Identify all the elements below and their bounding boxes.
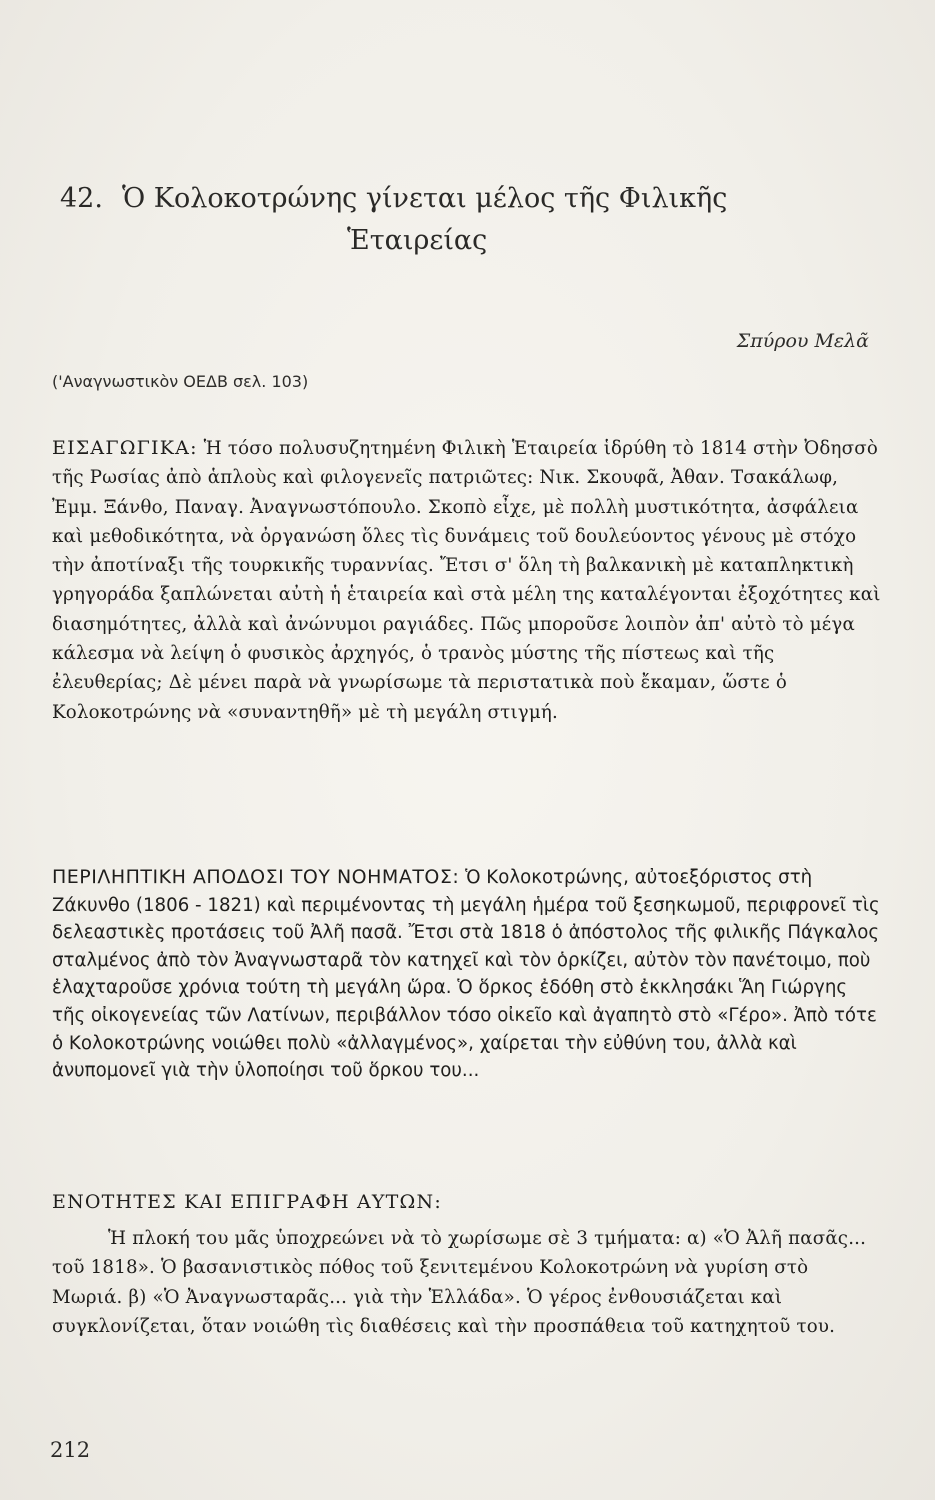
summary-paragraph (52, 864, 882, 1085)
intro-text: Ἡ τόσο πολυσυζητημένη Φιλικὴ Ἑταιρεία ἱδρύθη τὸ 1814 στὴν Ὀδησσὸ τῆς Ρωσίας ἀπὸ ἁπλοὺς καὶ φιλογενεῖς πατριῶτες: Νικ. Σκουφᾶ, Ἀθαν. Τσακάλωφ, Ἐμμ. Ξάνθο, Παναγ. Ἀναγνωστόπουλο. Σκοπὸ εἶχε, μὲ πολλὴ μυστικότητα, ἀσφάλεια καὶ μεθοδικότητα, νὰ ὀργανώση ὅλες τὶς δυνάμεις τοῦ δουλεύοντος γένους μὲ στόχο τὴν ἀποτίναξι τῆς τουρκικῆς τυραννίας. Ἔτσι σ' ὅλη τὴ βαλκανικὴ μὲ καταπληκτικὴ γρηγοράδα ξαπλώνεται αὐτὴ ἡ ἑταιρεία καὶ στὰ μέλη της καταλέγονται ἐξοχότητες καὶ διασημότητες, ἀλλὰ καὶ ἀνώνυμοι ραγιάδες. Πῶς μποροῦσε λοιπὸν ἀπ' αὐτὸ τὸ μέγα κάλεσμα νὰ λείψη ὁ φυσικὸς ἀρχηγός, ὁ τρανὸς μύστης τῆς πίστεως καὶ τῆς ἐλευθερίας; Δὲ μένει παρὰ νὰ γνωρίσωμε τὰ περιστατικὰ ποὺ ἔκαμαν, ὥστε ὁ Κολοκοτρώνης νὰ «συναντηθῆ» μὲ τὴ μεγάλη στιγμή. (52, 438, 881, 723)
chapter-title-line1: Ὁ Κολοκοτρώνης γίνεται μέλος τῆς Φιλικῆς (122, 183, 728, 214)
intro-heading: ΕΙΣΑΓΩΓΙΚΑ: (52, 437, 198, 459)
sections-heading: ΕΝΟΤΗΤΕΣ ΚΑΙ ΕΠΙΓΡΑΦΗ ΑΥΤΩΝ: (52, 1191, 442, 1213)
chapter-title (60, 178, 860, 262)
chapter-title-line2: Ἑταιρείας (347, 225, 488, 256)
source-reference: ('Αναγνωστικὸν ΟΕΔΒ σελ. 103) (52, 372, 309, 391)
chapter-number: 42. (60, 183, 103, 214)
page-number: 212 (50, 1438, 91, 1462)
summary-text: Ὁ Κολοκοτρώνης, αὐτοεξόριστος στὴ Ζάκυνθο (1806 - 1821) καὶ περιμένοντας τὴ μεγάλη ἡμέρα τοῦ ξεσηκωμοῦ, περιφρονεῖ τὶς δελεαστικὲς προτάσεις τοῦ Ἀλῆ πασᾶ. Ἔτσι στὰ 1818 ὁ ἀπόστολος τῆς φιλικῆς Πάγκαλος σταλμένος ἀπὸ τὸν Ἀναγνωσταρᾶ τὸν κατηχεῖ καὶ τὸν ὁρκίζει, αὐτὸν τὸν πανέτοιμο, ποὺ ἐλαχταροῦσε χρόνια τούτη τὴ μεγάλη ὥρα. Ὁ ὅρκος ἐδόθη στὸ ἐκκλησάκι Ἅη Γιώργης τῆς οἰκογενείας τῶν Λατίνων, περιβάλλον τόσο οἰκεῖο καὶ ἀγαπητὸ στὸ «Γέρο». Ἀπὸ τότε ὁ Κολοκοτρώνης νοιώθει πολὺ «ἀλλαγμένος», χαίρεται τὴν εὐθύνη του, ἀλλὰ καὶ ἀνυπομονεῖ γιὰ τὴν ὑλοποίησι τοῦ ὅρκου του... (52, 867, 880, 1082)
summary-heading: ΠΕΡΙΛΗΠΤΙΚΗ ΑΠΟΔΟΣΙ ΤΟΥ ΝΟΗΜΑΤΟΣ: (52, 866, 460, 888)
intro-paragraph (52, 434, 882, 727)
sections-text: Ἡ πλοκή του μᾶς ὑποχρεώνει νὰ τὸ χωρίσωμε σὲ 3 τμήματα: α) «Ὁ Ἀλῆ πασᾶς... τοῦ 1818». Ὁ βασανιστικὸς πόθος τοῦ ξενιτεμένου Κολοκοτρώνη νὰ γυρίση στὸ Μωριά. β) «Ὁ Ἀναγνωσταρᾶς... γιὰ τὴν Ἑλλάδα». Ὁ γέρος ἐνθουσιάζεται καὶ συγκλονίζεται, ὅταν νοιώθη τὶς διαθέσεις καὶ τὴν προσπάθεια τοῦ κατηχητοῦ του. (52, 1228, 867, 1337)
author-name: Σπύρου Μελᾶ (736, 330, 869, 352)
